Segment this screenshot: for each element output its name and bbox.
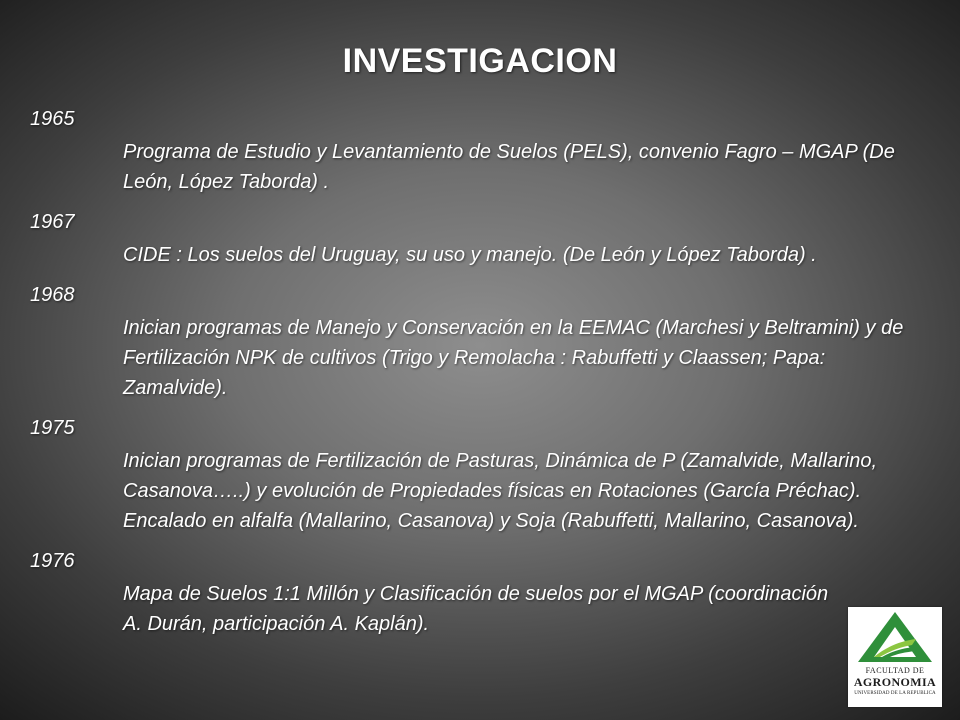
timeline-entry <box>30 542 945 645</box>
entry-year: 1975 <box>30 417 75 439</box>
logo-line-faculty: FACULTAD DE <box>865 666 925 675</box>
entry-description: Inician programas de Fertilización de Pasturas, Dinámica de P (Zamalvide, Mallarino, Casanova…..) y evolución de Propiedades físicas en Rotaciones (García Préchac). Encalado en alfalfa (Mallarino, Casanova) y Soja (Rabuffetti, Mallarino, Casanova). <box>123 450 878 532</box>
timeline-entry <box>30 100 945 203</box>
timeline <box>30 100 945 645</box>
timeline-entry <box>30 203 945 276</box>
slide-title: INVESTIGACION <box>342 42 618 80</box>
entry-year: 1967 <box>30 211 75 233</box>
logo-line-university: UNIVERSIDAD DE LA REPUBLICA <box>854 691 936 696</box>
timeline-entry <box>30 276 945 409</box>
entry-year: 1965 <box>30 108 75 130</box>
entry-year: 1976 <box>30 550 75 572</box>
entry-year: 1968 <box>30 284 75 306</box>
entry-description: Inician programas de Manejo y Conservación en la EEMAC (Marchesi y Beltramini) y de Fertilización NPK de cultivos (Trigo y Remolacha : Rabuffetti y Claassen; Papa: Zamalvide). <box>123 317 904 399</box>
entry-description: Mapa de Suelos 1:1 Millón y Clasificación de suelos por el MGAP (coordinación A. Durán, participación A. Kaplán). <box>123 583 829 635</box>
timeline-entry <box>30 409 945 542</box>
entry-description: CIDE : Los suelos del Uruguay, su uso y manejo. (De León y López Taborda) . <box>123 244 817 266</box>
entry-description: Programa de Estudio y Levantamiento de Suelos (PELS), convenio Fagro – MGAP (De León, López Taborda) . <box>123 141 895 193</box>
faculty-logo <box>848 607 942 707</box>
agronomia-logo-icon <box>848 607 942 667</box>
logo-line-agronomia: AGRONOMIA <box>853 675 937 689</box>
